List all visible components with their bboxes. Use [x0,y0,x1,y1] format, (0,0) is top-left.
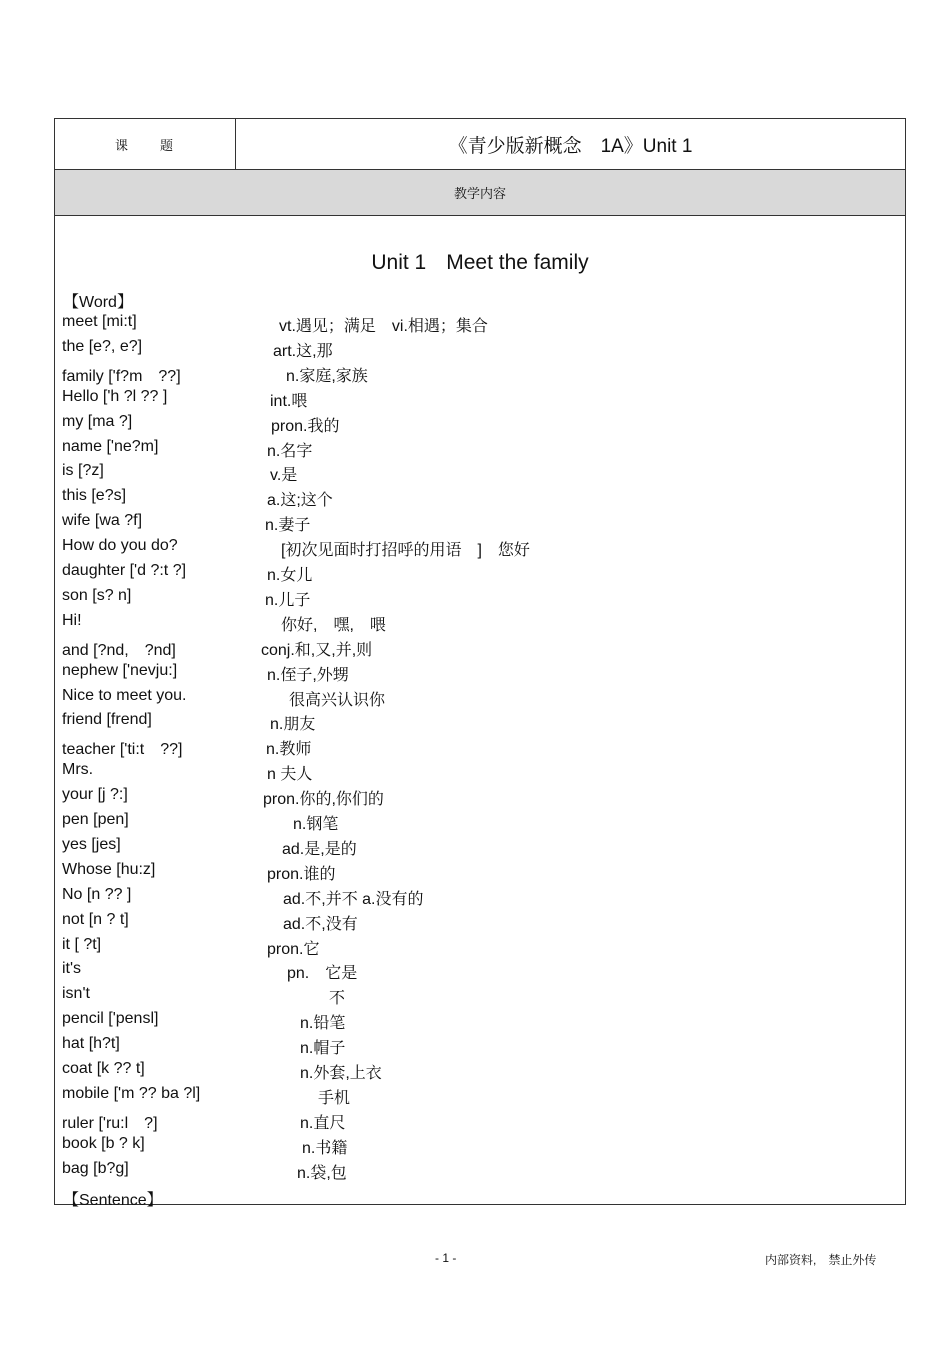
word-term: not [n ? t] [62,910,129,928]
word-entry [55,438,905,462]
word-term: family ['f?m ??] [62,367,181,385]
word-entry [55,1010,905,1034]
word-entry [55,836,905,860]
word-meaning: n.妻子 [265,517,311,535]
word-term: the [e?, e?] [62,337,143,355]
word-entry [55,911,905,935]
word-term: book [b ? k] [62,1134,145,1152]
word-entry [55,1035,905,1059]
sentence-section-label: 【Sentence】 [63,1192,163,1209]
word-term: bag [b?g] [62,1159,129,1177]
word-entry [55,338,905,362]
word-meaning: pron.谁的 [267,865,336,883]
word-meaning: pron.我的 [271,417,340,435]
word-meaning: n.袋,包 [297,1164,347,1182]
word-meaning: n.儿子 [265,591,311,609]
topic-label: 课 题 [55,119,236,169]
word-entry [55,537,905,561]
word-term: Nice to meet you. [62,686,187,704]
word-meaning: [初次见面时打招呼的用语 ] 您好 [281,542,530,560]
word-meaning: 不 [329,990,346,1008]
word-entry [55,1060,905,1084]
word-term: Whose [hu:z] [62,860,156,878]
word-meaning: art.这,那 [273,342,333,360]
word-meaning: pron.你的,你们的 [263,791,384,809]
word-meaning: n.外套,上衣 [300,1065,382,1082]
word-entry [55,761,905,785]
word-entry [55,1160,905,1184]
word-meaning: n.朋友 [270,716,316,734]
word-entry [55,413,905,437]
word-meaning: n.女儿 [267,567,313,584]
word-meaning: pron.它 [267,940,320,958]
word-entry [55,811,905,835]
word-meaning: ad.是,是的 [282,840,357,858]
word-entry [55,985,905,1009]
word-entry [55,736,905,760]
word-meaning: conj.和,又,并,则 [261,641,373,659]
word-meaning: ad.不,并不 a.没有的 [283,890,424,908]
lesson-title: 《青少版新概念 1A》Unit 1 [448,135,693,157]
word-entry [55,936,905,960]
word-term: daughter ['d ?:t ?] [62,562,187,579]
word-term: son [s? n] [62,586,132,604]
word-term: yes [jes] [62,835,121,853]
word-meaning: n.直尺 [300,1114,346,1132]
word-entry [55,313,905,337]
word-term: is [?z] [62,462,104,480]
word-term: pencil ['pensl] [62,1010,159,1028]
word-meaning: ad.不,没有 [283,915,358,933]
word-term: mobile ['m ?? ba ?l] [62,1084,201,1102]
footer-note: 内部资料, 禁止外传 [765,1253,877,1267]
word-term: it [ ?t] [62,935,102,953]
word-term: this [e?s] [62,487,127,505]
word-meaning: n.钢笔 [293,816,339,833]
word-term: it's [62,960,82,978]
word-meaning: a.这;这个 [267,492,333,510]
title-row [55,119,905,170]
word-entry [55,637,905,661]
word-term: name ['ne?m] [62,437,159,455]
word-entry [55,388,905,412]
word-entry [55,612,905,636]
word-entry [55,786,905,810]
word-section-label: 【Word】 [63,294,133,311]
word-entry [55,662,905,686]
word-meaning: pn. 它是 [287,965,358,983]
word-entry [55,587,905,611]
word-term: friend [frend] [62,711,152,729]
word-term: and [?nd, ?nd] [62,641,176,659]
word-entry [55,687,905,711]
word-term: teacher ['ti:t ??] [62,741,183,759]
word-term: meet [mi:t] [62,313,137,330]
section-header: 教学内容 [55,170,905,216]
word-term: Mrs. [62,761,94,779]
word-entry [55,711,905,735]
word-entry [55,1085,905,1109]
word-entry [55,1135,905,1159]
word-term: isn't [62,985,90,1003]
word-meaning: int.喂 [270,392,308,410]
word-meaning: n.侄子,外甥 [267,666,349,684]
word-meaning: 你好, 嘿, 喂 [281,616,386,634]
word-term: ruler ['ru:l ?] [62,1114,158,1132]
word-term: No [n ?? ] [62,885,132,903]
unit-heading [55,251,905,275]
word-entry [55,861,905,885]
word-meaning: n 夫人 [267,766,313,784]
word-term: nephew ['nevju:] [62,661,178,679]
word-term: wife [wa ?f] [62,512,143,530]
unit-number: Unit 1 [371,251,427,274]
word-entry [55,363,905,387]
word-term: pen [pen] [62,811,129,828]
page-number: - 1 - [435,1251,457,1265]
word-term: How do you do? [62,537,178,555]
word-term: hat [h?t] [62,1035,120,1053]
word-entry [55,462,905,486]
word-entry [55,886,905,910]
word-meaning: n.家庭,家族 [286,367,368,385]
word-meaning: 很高兴认识你 [289,691,386,709]
lesson-table [54,118,906,1209]
word-meaning: vt.遇见；满足 vi.相遇；集合 [279,318,488,335]
word-meaning: n.名字 [267,442,313,460]
word-meaning: n.帽子 [300,1040,346,1058]
word-meaning: n.书籍 [302,1139,348,1157]
word-term: Hello ['h ?l ?? ] [62,387,168,405]
word-term: coat [k ?? t] [62,1060,145,1077]
word-meaning: v.是 [270,467,298,485]
word-entry [55,512,905,536]
word-term: my [ma ?] [62,412,133,430]
word-meaning: 手机 [318,1089,351,1107]
word-term: Hi! [62,611,82,629]
word-meaning: n.铅笔 [300,1015,346,1033]
word-meaning: n.教师 [266,741,312,759]
word-entry [55,960,905,984]
word-entry [55,562,905,586]
word-term: your [j ?:] [62,786,128,804]
word-entry [55,487,905,511]
unit-name: Meet the family [446,251,589,274]
word-entry [55,1110,905,1134]
